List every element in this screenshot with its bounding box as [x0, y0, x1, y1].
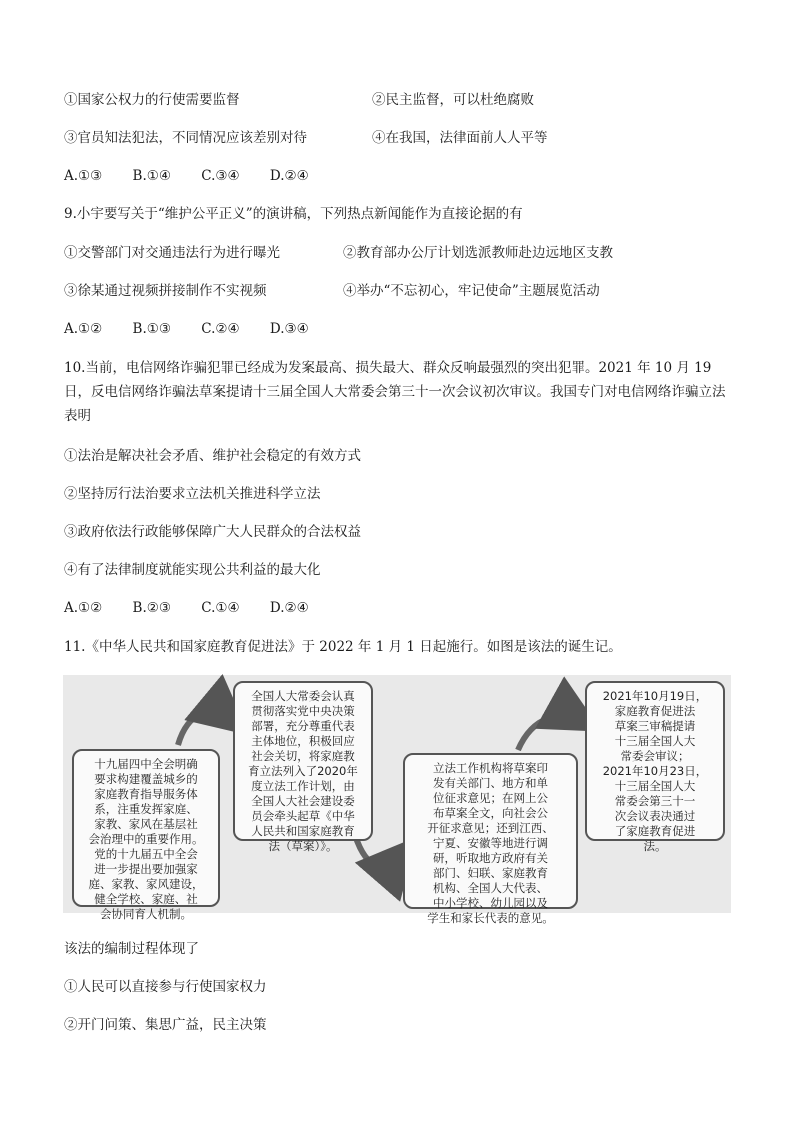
- q9-option-3: ③徐某通过视频拼接制作不实视频: [64, 283, 267, 299]
- q9-choice-d: D.③④: [269, 321, 309, 337]
- q8-option-2: ②民主监督，可以杜绝腐败: [372, 92, 534, 108]
- arrow-3-to-4: [518, 715, 581, 750]
- q10-option-1: ①法治是解决社会矛盾、维护社会稳定的有效方式: [64, 448, 361, 464]
- q8-choice-d: D.②④: [269, 168, 309, 184]
- q11-option-1: ①人民可以直接参与行使国家权力: [64, 979, 267, 995]
- q10-choice-b: B.②③: [132, 600, 171, 616]
- q9-choice-c: C.②④: [201, 321, 240, 337]
- q11-stem: 11.《中华人民共和国家庭教育促进法》于 2022 年 1 月 1 日起施行。如图是该法的诞生记。: [64, 639, 622, 655]
- q8-option-3: ③官员知法犯法，不同情况应该差别对待: [64, 130, 307, 146]
- q10-option-2: ②坚持厉行法治要求立法机关推进科学立法: [64, 486, 321, 502]
- q10-choice-a: A.①②: [64, 600, 103, 616]
- q9-option-1: ①交警部门对交通违法行为进行曝光: [64, 245, 280, 261]
- q8-option-1: ①国家公权力的行使需要监督: [64, 92, 240, 108]
- q9-option-2: ②教育部办公厅计划选派教师赴边远地区支教: [343, 245, 613, 261]
- q8-option-4: ④在我国，法律面前人人平等: [372, 130, 548, 146]
- q9-choices: [64, 319, 335, 339]
- q10-stem: 10.当前，电信网络诈骗犯罪已经成为发案最高、损失最大、群众反响最强烈的突出犯罪。2021 年 10 月 19 日，反电信网络诈骗法草案提请十三届全国人大常委会第三十一次会议初次审议。我国专门对电信网络诈骗立法表明: [64, 360, 726, 424]
- q9-stem: 9.小宇要写关于“维护公平正义”的演讲稿，下列热点新闻能作为直接论据的有: [64, 206, 523, 222]
- q11-after-text: 该法的编制过程体现了: [64, 941, 199, 957]
- q11-option-2: ②开门问策、集思广益，民主决策: [64, 1017, 267, 1033]
- q8-choices: [64, 166, 335, 186]
- arrow-1-to-2: [178, 712, 231, 745]
- q10-option-3: ③政府依法行政能够保障广大人民群众的合法权益: [64, 524, 361, 540]
- timeline-box-3: 立法工作机构将草案印 发有关部门、地方和单 位征求意见；在网上公 布草案全文，向社会公 开征求意见；还到江西、 宁夏、安徽等地进行调 研，听取地方政府有关 部门、妇联、家庭教育 机构、全国人大代表、 中小学校、幼儿园以及 学生和家长代表的意见。: [403, 753, 578, 909]
- legislation-timeline-figure: [63, 675, 731, 925]
- q8-choice-b: B.①④: [132, 168, 171, 184]
- q10-choices: [64, 598, 335, 618]
- q8-choice-a: A.①③: [64, 168, 103, 184]
- q9-choice-b: B.①③: [132, 321, 171, 337]
- q10-choice-c: C.①④: [201, 600, 240, 616]
- q10-choice-d: D.②④: [269, 600, 309, 616]
- timeline-box-1: 十九届四中全会明确 要求构建覆盖城乡的 家庭教育指导服务体 系，注重发挥家庭、 家教、家风在基层社 会治理中的重要作用。 党的十九届五中全会 进一步提出要加强家 庭、家教、家风建设， 健全学校、家庭、社 会协同育人机制。: [72, 749, 220, 907]
- q10-option-4: ④有了法律制度就能实现公共利益的最大化: [64, 562, 321, 578]
- timeline-box-4: 2021年10月19日， 家庭教育促进法 草案三审稿提请 十三届全国人大 常委会审议； 2021年10月23日， 十三届全国人大 常委会第三十一 次会议表决通过 了家庭教育促进 法。: [585, 681, 725, 841]
- q9-choice-a: A.①②: [64, 321, 103, 337]
- timeline-box-2: 全国人大常委会认真 贯彻落实党中央决策 部署，充分尊重代表 主体地位，积极回应 社会关切，将家庭教 育立法列入了2020年 度立法工作计划，由 全国人大社会建设委 员会牵头起草《中华 人民共和国家庭教育 法（草案）》。: [233, 681, 373, 841]
- q9-option-4: ④举办“不忘初心，牢记使命”主题展览活动: [343, 283, 600, 299]
- q8-choice-c: C.③④: [201, 168, 240, 184]
